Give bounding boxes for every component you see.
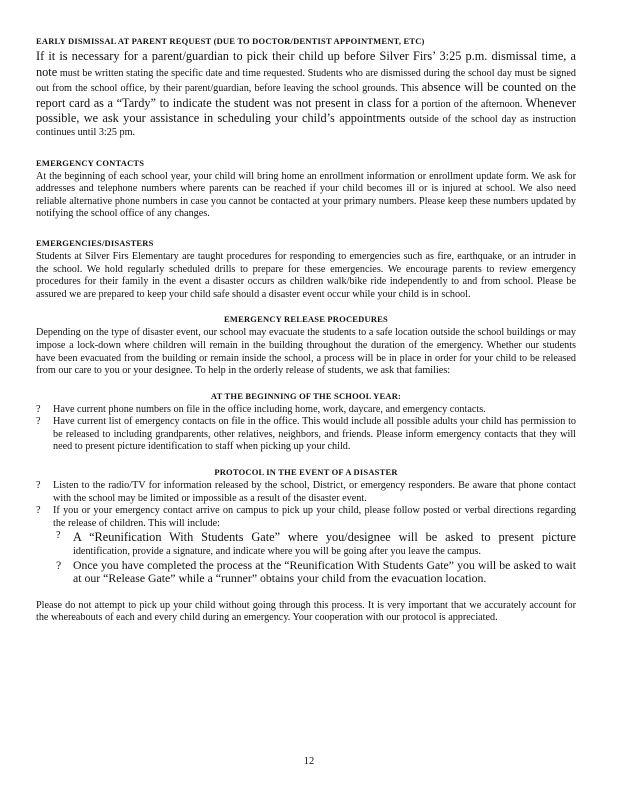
emergencies-heading: EMERGENCIES/DISASTERS: [36, 237, 154, 248]
early-dismissal-middle: must be written stating the specific date and time requested. Students who are dismissed during the school day must be signed out from the school office, by their parent/guardian, before leaving the school grounds. This: [36, 67, 577, 95]
sub-list-item: ? Once you have completed the process at the “Reunification With Students Gate” you will be asked to wait at our “Release Gate” while a “runner” obtains your child from the evacuation location.: [56, 557, 576, 586]
list-item: ? Listen to the radio/TV for information released by the school, District, or emergency responders. Be aware that phone contact with the school may be limited or impossible as a result of the disaster event.: [36, 480, 576, 504]
bullet-glyph: ?: [36, 505, 41, 517]
year-start-list: [36, 404, 576, 454]
closing-paragraph: Please do not attempt to pick up your child without going through this process. It is very important that we accurately account for the whereabouts of each and every child during an emergency. Your cooperation with our protocol is appreciated.: [36, 599, 576, 624]
early-dismissal-heading: EARLY DISMISSAL AT PARENT REQUEST (DUE TO DOCTOR/DENTIST APPOINTMENT, ETC): [36, 36, 425, 46]
emergency-contacts-section: [36, 158, 576, 221]
release-section: [36, 314, 576, 377]
protocol-section: [36, 467, 576, 586]
early-dismissal-text: [36, 49, 576, 140]
early-dismissal-absence: absence will be counted on the report card as a “Tardy” to indicate the student was not present in class for a: [36, 80, 577, 110]
emergencies-section: [36, 238, 576, 301]
early-dismissal-request: Whenever possible, we ask your assistance in scheduling your child’s appointments: [36, 95, 577, 126]
release-text: Depending on the type of disaster event, our school may evacuate the students to a safe location outside the school buildings or may impose a lock-down where children will remain in the building throughout the duration of the emergency. Whether our students have been evacuated from the building or remain inside the school, a process will be in place in order for your child to be released from our care to you or your designee. To help in the orderly release of students, we ask that families:: [36, 327, 576, 377]
list-item: ? Have current phone numbers on file in the office including home, work, daycare, and emergency contacts.: [36, 403, 486, 415]
protocol-heading: PROTOCOL IN THE EVENT OF A DISASTER: [214, 467, 398, 478]
early-dismissal-tail: outside of the school day as instruction continues until 3:25 pm.: [36, 114, 577, 138]
bullet-glyph: ?: [56, 557, 62, 572]
emergency-contacts-text: At the beginning of each school year, your child will bring home an enrollment information or enrollment update form. We ask for addresses and telephone numbers where parents can be reached if your child becomes ill or is injured at school. We also need reliable alternative phone numbers in case you cannot be contacted at your primary numbers. Please keep these numbers updated by notifying the school office of any changes.: [36, 170, 576, 220]
bullet-glyph: ?: [36, 403, 41, 415]
list-item: ? Have current list of emergency contacts on file in the office. This would include all possible adults your child has permission to be released to including grandparents, other relatives, neighbors, and friends. Please inform emergency contacts that they will need to present picture identification to staff when picking up your child.: [36, 416, 576, 453]
sub-list-item: ? A “Reunification With Students Gate” where you/designee will be asked to present picture identification, provide a signature, and indicate where you will be going after you leave the campus.: [56, 530, 576, 558]
protocol-list: [36, 480, 576, 586]
page-number: 12: [303, 756, 315, 767]
bullet-glyph: ?: [36, 480, 41, 492]
list-item: ? If you or your emergency contact arrive on campus to pick up your child, please follow posted or verbal directions regarding the release of children. This will include:: [36, 505, 576, 529]
emergency-contacts-heading: EMERGENCY CONTACTS: [36, 157, 145, 168]
release-heading: EMERGENCY RELEASE PROCEDURES: [224, 314, 388, 325]
bullet-glyph: ?: [36, 416, 41, 428]
bullet-glyph: ?: [56, 530, 61, 542]
emergencies-text: Students at Silver Firs Elementary are taught procedures for responding to emergencies such as fire, earthquake, or an intruder in the school. We hold regularly scheduled drills to prepare for these emergencies. We encourage parents to review emergency procedures for their family in the event a disaster occurs as children walk/bike ride independently to and from school. Please be assured we are prepared to keep your child safe should a disaster event occur while your child is in school.: [36, 250, 576, 300]
early-dismissal-lead: If it is necessary for a parent/guardian to pick their child up before Silver Firs’ 3:25 p.m. dismissal time, a note: [36, 49, 576, 79]
handbook-page: [36, 36, 576, 625]
year-start-section: [36, 391, 576, 454]
year-start-heading: AT THE BEGINNING OF THE SCHOOL YEAR:: [210, 390, 402, 401]
early-dismissal-section: [36, 36, 576, 140]
early-dismissal-portion: portion of the afternoon.: [421, 98, 523, 110]
